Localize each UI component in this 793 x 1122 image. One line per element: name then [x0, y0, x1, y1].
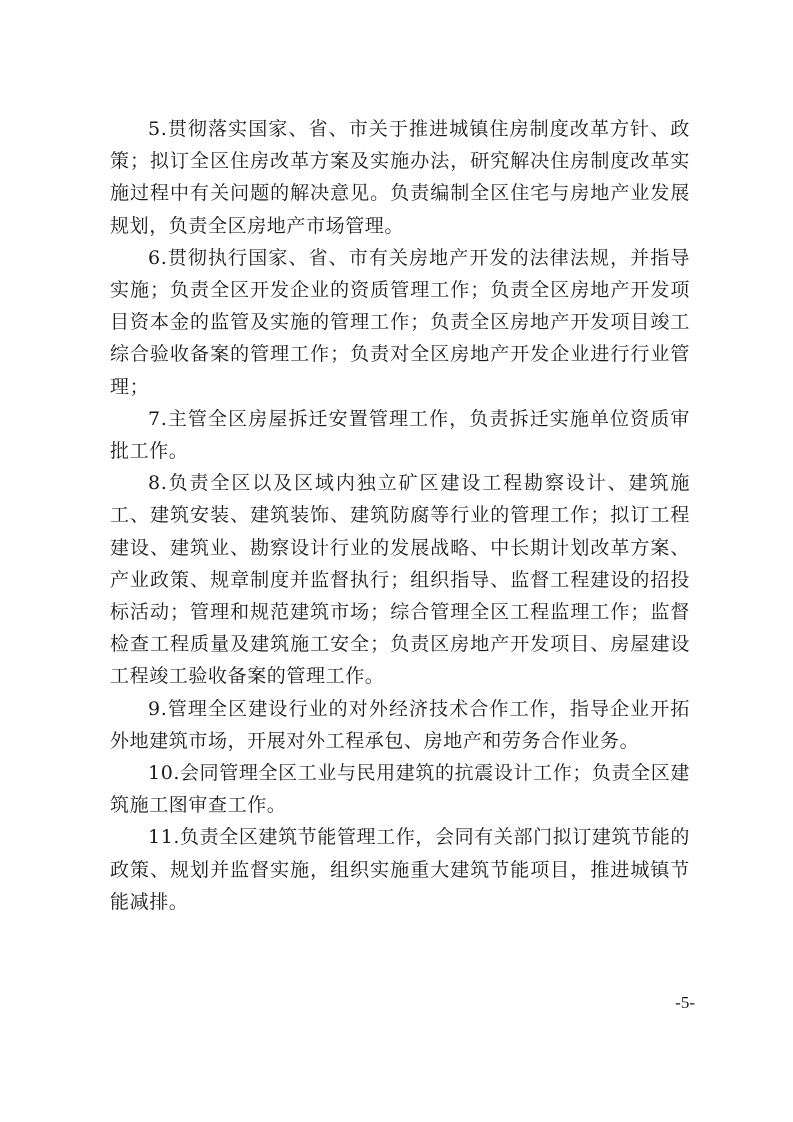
paragraph-item-9: 9.管理全区建设行业的对外经济技术合作工作，指导企业开拓外地建筑市场，开展对外工程承包、房地产和劳务合作业务。 — [110, 697, 690, 752]
paragraph-item-11: 11.负责全区建筑节能管理工作，会同有关部门拟订建筑节能的政策、规划并监督实施，组织实施重大建筑节能项目，推进城镇节能减排。 — [110, 826, 690, 913]
document-body — [110, 113, 690, 918]
paragraph-item-7: 7.主管全区房屋拆迁安置管理工作，负责拆迁实施单位资质审批工作。 — [110, 407, 690, 463]
page-number: -5- — [675, 993, 695, 1012]
paragraph-item-5: 5.贯彻落实国家、省、市关于推进城镇住房制度改革方针、政策；拟订全区住房改革方案及实施办法，研究解决住房制度改革实施过程中有关问题的解决意见。负责编制全区住宅与房地产业发展规划，负责全区房地产市场管理。 — [110, 118, 690, 237]
paragraph-item-6: 6.贯彻执行国家、省、市有关房地产开发的法律法规，并指导实施；负责全区开发企业的资质管理工作；负责全区房地产开发项目资本金的监管及实施的管理工作；负责全区房地产开发项目竣工综合验收备案的管理工作；负责对全区房地产开发企业进行行业管理； — [110, 246, 690, 398]
paragraph-item-8: 8.负责全区以及区域内独立矿区建设工程勘察设计、建筑施工、建筑安装、建筑装饰、建筑防腐等行业的管理工作；拟订工程建设、建筑业、勘察设计行业的发展战略、中长期计划改革方案、产业政策、规章制度并监督执行；组织指导、监督工程建设的招投标活动；管理和规范建筑市场；综合管理全区工程监理工作；监督检查工程质量及建筑施工安全；负责区房地产开发项目、房屋建设工程竣工验收备案的管理工作。 — [110, 472, 690, 688]
paragraph-item-10: 10.会同管理全区工业与民用建筑的抗震设计工作；负责全区建筑施工图审查工作。 — [110, 762, 690, 817]
